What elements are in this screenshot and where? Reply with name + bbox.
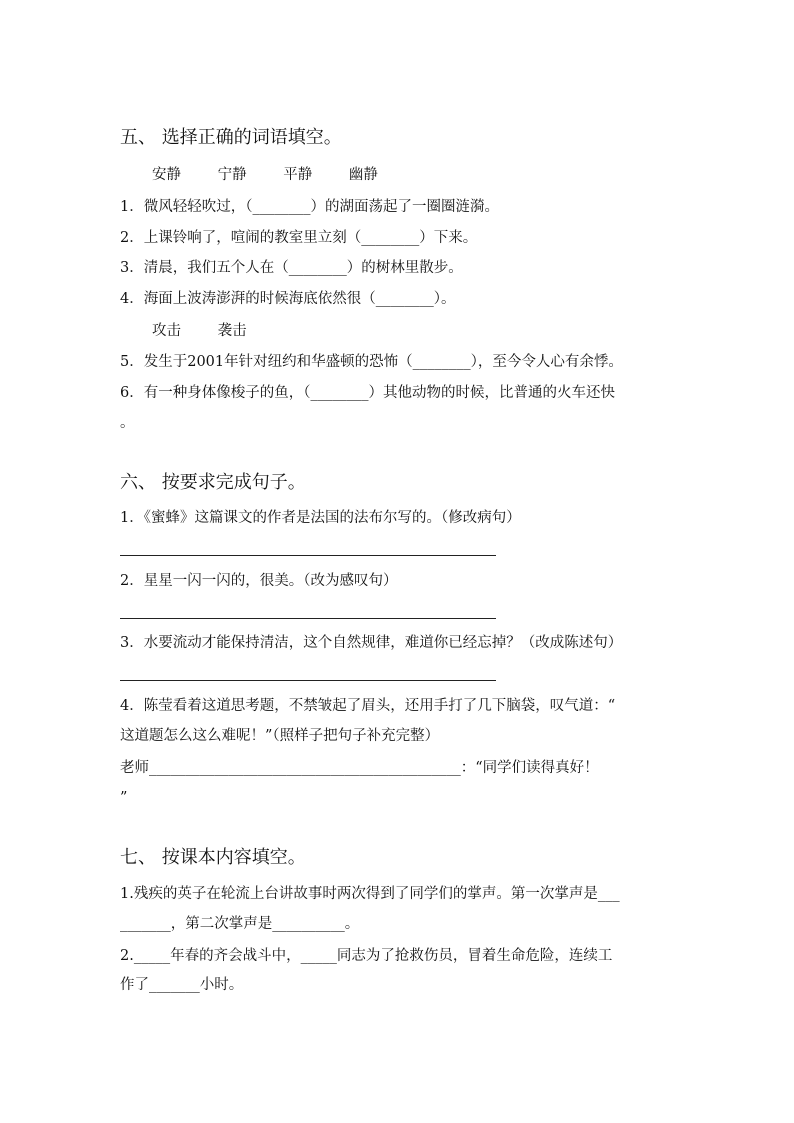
section6-item-4-cont: 这道题怎么这么难呢！”（照样子把句子补充完整）: [120, 728, 440, 744]
section5-item-5: 5．发生于2001年针对纽约和华盛顿的恐怖（________），至今令人心有余悸。: [120, 354, 623, 370]
section6-title: 六、 按要求完成句子。: [120, 472, 306, 493]
answer-line-3[interactable]: [120, 680, 496, 681]
section5-item-1: 1．微风轻轻吹过，（________）的湖面荡起了一圈圈涟漪。: [120, 199, 499, 215]
section6-item-4-wrap: ”: [120, 790, 128, 806]
section7-title: 七、 按课本内容填空。: [120, 847, 306, 868]
section5-item-6-wrap: 。: [120, 415, 135, 431]
section6-item-3: 3．水要流动才能保持清洁，这个自然规律，难道你已经忘掉？（改成陈述句）: [120, 635, 623, 651]
word-option: 宁静: [217, 167, 247, 183]
section7-item-1: 1.残疾的英子在轮流上台讲故事时两次得到了同学们的掌声。第一次掌声是___: [120, 886, 620, 902]
word-option: 幽静: [348, 167, 378, 183]
answer-line-2[interactable]: [120, 618, 496, 619]
section5-word-bank-1: [152, 164, 712, 186]
section6-item-4: 4．陈莹看着这道思考题，不禁皱起了眉头，还用手打了几下脑袋，叹气道：“: [120, 698, 616, 714]
section6-item-4-fill: 老师___________________________________________：“同学们读得真好！: [120, 760, 599, 776]
word-option: 平静: [283, 167, 313, 183]
word-option: 袭击: [217, 323, 247, 339]
section5-item-3: 3．清晨，我们五个人在（________）的树林里散步。: [120, 260, 463, 276]
answer-line-1[interactable]: [120, 555, 496, 556]
section5-item-2: 2．上课铃响了，喧闹的教室里立刻（________）下来。: [120, 230, 478, 246]
section7-item-2-cont: 作了_______小时。: [120, 977, 244, 993]
word-option: 攻击: [152, 323, 181, 339]
section5-item-4: 4．海面上波涛澎湃的时候海底依然很（________）。: [120, 291, 456, 307]
section5-item-6: 6．有一种身体像梭子的鱼，（________）其他动物的时候，比普通的火车还快: [120, 385, 615, 401]
word-option: 安静: [152, 167, 181, 183]
section7-item-2: 2._____年春的齐会战斗中，_____同志为了抢救伤员，冒着生命危险，连续工: [120, 948, 613, 964]
section7-item-1-cont: _______，第二次掌声是__________。: [120, 916, 360, 932]
section5-word-bank-2: [152, 320, 712, 342]
section5-title: 五、 选择正确的词语填空。: [120, 127, 342, 148]
section6-item-2: 2．星星一闪一闪的，很美。（改为感叹句）: [120, 573, 398, 589]
section6-item-1: 1．《蜜蜂》这篇课文的作者是法国的法布尔写的。（修改病句）: [120, 510, 521, 526]
